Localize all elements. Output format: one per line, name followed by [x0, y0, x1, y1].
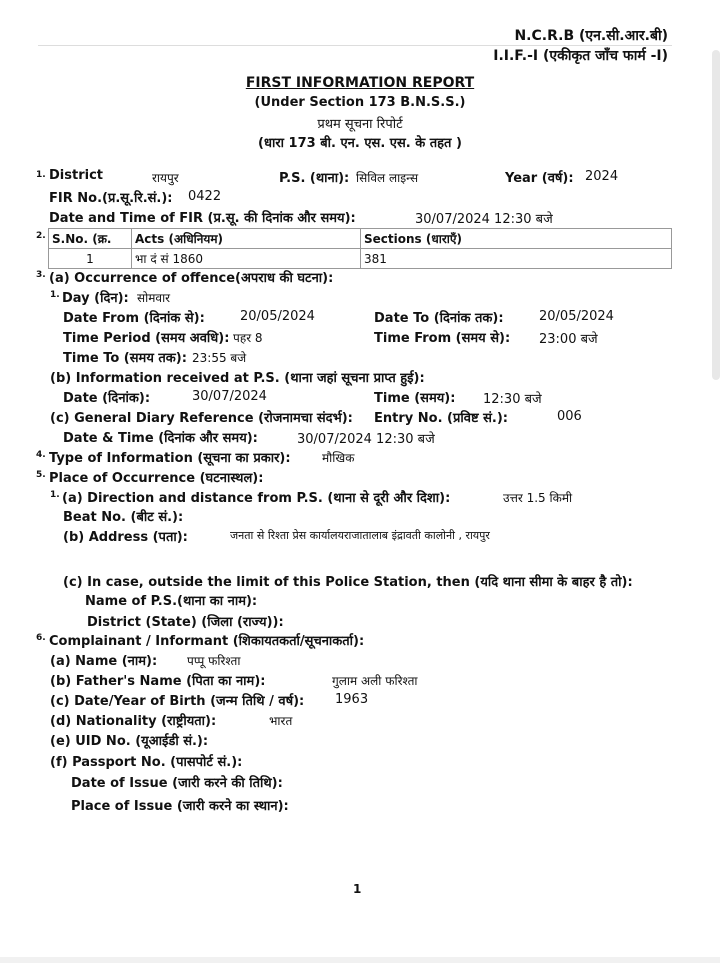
- entry-no-label: Entry No. (प्रविष्ट सं.):: [374, 411, 508, 426]
- gd-datetime-label: Date & Time (दिनांक और समय):: [63, 431, 258, 446]
- col-sections: Sections (धाराएँ): [361, 229, 672, 249]
- section-4-number: 4.: [36, 450, 46, 460]
- section-3-sub-number: 1.: [50, 290, 60, 300]
- district-value: रायपुर: [152, 171, 179, 185]
- entry-no-value: 006: [557, 409, 582, 424]
- issue-date-label: Date of Issue (जारी करने की तिथि):: [71, 776, 283, 791]
- fir-datetime-value: 30/07/2024 12:30 बजे: [415, 212, 553, 227]
- col-acts: Acts (अधिनियम): [132, 229, 361, 249]
- info-type-value: मौखिक: [322, 451, 355, 465]
- row-act: भा दं सं 1860: [132, 249, 361, 269]
- father-name-label: (b) Father's Name (पिता का नाम):: [50, 674, 266, 689]
- ncrb-header: N.C.R.B (एन.सी.आर.बी): [514, 28, 668, 44]
- place-label: Place of Occurrence (घटनास्थल):: [49, 471, 264, 486]
- scrollbar[interactable]: [712, 50, 720, 380]
- report-section: (Under Section 173 B.N.S.S.): [254, 95, 466, 110]
- date-to-value: 20/05/2024: [539, 309, 614, 324]
- outside-limit-label: (c) In case, outside the limit of this Police Station, then (यदि थाना सीमा के बाहर है तो):: [63, 575, 633, 590]
- section-2-number: 2.: [36, 231, 46, 241]
- uid-label: (e) UID No. (यूआईडी सं.):: [50, 734, 209, 749]
- direction-label: (a) Direction and distance from P.S. (थाना से दूरी और दिशा):: [62, 491, 451, 506]
- address-value: जनता से रिश्ता प्रेस कार्यालयराजातालाब इंद्रावती कालोनी , रायपुर: [230, 529, 490, 542]
- direction-value: उत्तर 1.5 किमी: [503, 491, 573, 505]
- district-state-label: District (State) (जिला (राज्य)):: [87, 615, 284, 630]
- info-time-value: 12:30 बजे: [483, 392, 542, 407]
- year-label: Year (वर्ष):: [505, 171, 574, 186]
- info-time-label: Time (समय):: [374, 391, 456, 406]
- section-3-number: 3.: [36, 270, 46, 280]
- name-value: पप्पू फरिश्ता: [187, 654, 241, 668]
- section-1-number: 1.: [36, 170, 46, 180]
- date-from-label: Date From (दिनांक से):: [63, 311, 205, 326]
- time-to-label: Time To (समय तक):: [63, 351, 187, 366]
- complainant-label: Complainant / Informant (शिकायतकर्ता/सूचनाकर्ता):: [49, 634, 365, 649]
- report-section-hindi: (धारा 173 बी. एन. एस. एस. के तहत ): [258, 136, 462, 151]
- gd-datetime-value: 30/07/2024 12:30 बजे: [297, 432, 435, 447]
- report-title: FIRST INFORMATION REPORT: [245, 75, 475, 91]
- info-date-label: Date (दिनांक):: [63, 391, 151, 406]
- row-sno: 1: [49, 249, 132, 269]
- acts-table-header: [49, 229, 672, 249]
- gd-reference-label: (c) General Diary Reference (रोजनामचा संदर्भ):: [50, 411, 353, 426]
- passport-label: (f) Passport No. (पासपोर्ट सं.):: [50, 755, 243, 770]
- district-label: District: [49, 168, 103, 183]
- page-bottom-edge: [0, 957, 720, 963]
- iif-header: I.I.F.-I (एकीकृत जाँच फार्म -I): [493, 48, 668, 64]
- row-section: 381: [361, 249, 672, 269]
- time-period-label: Time Period (समय अवधि):: [63, 331, 230, 346]
- section-5-number: 5.: [36, 470, 46, 480]
- info-received-label: (b) Information received at P.S. (थाना जहां सूचना प्राप्त हुई):: [50, 371, 425, 386]
- dob-label: (c) Date/Year of Birth (जन्म तिथि / वर्ष):: [50, 694, 305, 709]
- time-from-value: 23:00 बजे: [539, 332, 598, 347]
- nationality-label: (d) Nationality (राष्ट्रीयता):: [50, 714, 217, 729]
- issue-place-label: Place of Issue (जारी करने का स्थान):: [71, 799, 289, 814]
- info-type-label: Type of Information (सूचना का प्रकार):: [49, 451, 291, 466]
- fir-label: FIR No.(प्र.सू.रि.सं.):: [49, 191, 173, 206]
- name-label: (a) Name (नाम):: [50, 654, 158, 669]
- date-from-value: 20/05/2024: [240, 309, 315, 324]
- ps-label: P.S. (थाना):: [279, 171, 350, 186]
- page-number: 1: [353, 882, 362, 896]
- acts-table: [48, 228, 672, 269]
- fir-datetime-label: Date and Time of FIR (प्र.सू. की दिनांक और समय):: [49, 211, 356, 226]
- beat-label: Beat No. (बीट सं.):: [63, 510, 184, 525]
- occurrence-label: (a) Occurrence of offence(अपराध की घटना):: [49, 271, 334, 286]
- father-name-value: गुलाम अली फरिश्ता: [332, 674, 418, 688]
- section-6-number: 6.: [36, 633, 46, 643]
- address-label: (b) Address (पता):: [63, 530, 188, 545]
- table-row: [49, 249, 672, 269]
- section-5-sub-number: 1.: [50, 490, 60, 500]
- day-value: सोमवार: [137, 291, 171, 305]
- time-from-label: Time From (समय से):: [374, 331, 511, 346]
- day-label: Day (दिन):: [62, 291, 129, 306]
- time-to-value: 23:55 बजे: [192, 351, 247, 365]
- dob-value: 1963: [335, 692, 369, 707]
- time-period-value: पहर 8: [233, 331, 263, 345]
- fir-value: 0422: [188, 189, 222, 204]
- date-to-label: Date To (दिनांक तक):: [374, 311, 504, 326]
- nationality-value: भारत: [269, 714, 293, 728]
- ps-value: सिविल लाइन्स: [356, 171, 419, 185]
- year-value: 2024: [585, 169, 619, 184]
- info-date-value: 30/07/2024: [192, 389, 267, 404]
- ps-name-label: Name of P.S.(थाना का नाम):: [85, 594, 258, 609]
- col-sno: S.No. (क्र.: [49, 229, 132, 249]
- report-title-hindi: प्रथम सूचना रिपोर्ट: [317, 117, 403, 132]
